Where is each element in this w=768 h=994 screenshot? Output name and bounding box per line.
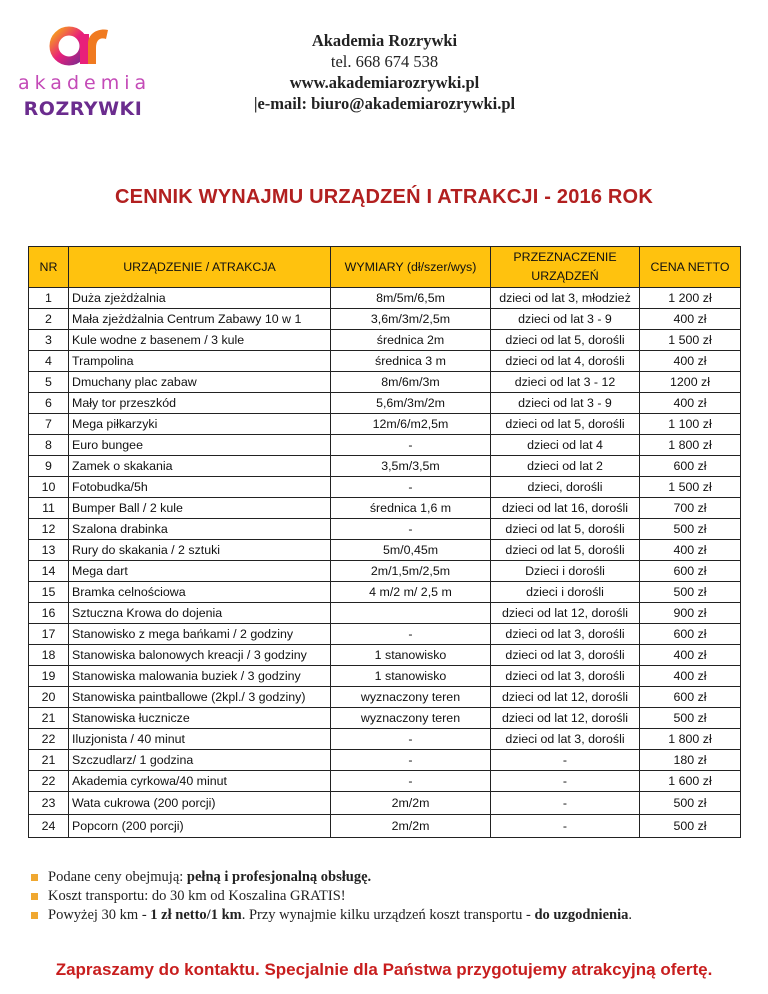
logo-text-rozrywki: ROZRYWKI bbox=[23, 98, 143, 120]
cell-nr: 4 bbox=[29, 351, 69, 372]
cell-destination: dzieci od lat 3, dorośli bbox=[491, 645, 640, 666]
cell-destination: dzieci od lat 3, dorośli bbox=[491, 666, 640, 687]
cell-dimensions: - bbox=[331, 624, 491, 645]
cell-price: 500 zł bbox=[640, 792, 741, 815]
cell-dimensions: - bbox=[331, 477, 491, 498]
cell-dimensions: - bbox=[331, 435, 491, 456]
cell-nr: 22 bbox=[29, 771, 69, 792]
cell-destination: - bbox=[491, 750, 640, 771]
table-row bbox=[29, 372, 741, 393]
note-text: . bbox=[628, 907, 632, 923]
cell-dimensions bbox=[331, 603, 491, 624]
table-row bbox=[29, 393, 741, 414]
cell-device: Popcorn (200 porcji) bbox=[69, 815, 331, 838]
cell-dimensions: - bbox=[331, 519, 491, 540]
cell-destination: dzieci od lat 12, dorośli bbox=[491, 687, 640, 708]
cell-dimensions: 8m/6m/3m bbox=[331, 372, 491, 393]
cell-device: Sztuczna Krowa do dojenia bbox=[69, 603, 331, 624]
cell-price: 1 500 zł bbox=[640, 477, 741, 498]
cell-nr: 13 bbox=[29, 540, 69, 561]
cell-price: 500 zł bbox=[640, 815, 741, 838]
company-name: Akademia Rozrywki bbox=[311, 31, 458, 50]
cell-price: 600 zł bbox=[640, 687, 741, 708]
cell-price: 1 100 zł bbox=[640, 414, 741, 435]
cell-dimensions: 5m/0,45m bbox=[331, 540, 491, 561]
cell-dimensions: 1 stanowisko bbox=[331, 666, 491, 687]
cell-nr: 19 bbox=[29, 666, 69, 687]
cell-destination: dzieci od lat 5, dorośli bbox=[491, 540, 640, 561]
cell-device: Bumper Ball / 2 kule bbox=[69, 498, 331, 519]
cell-price: 900 zł bbox=[640, 603, 741, 624]
cell-destination: Dzieci i dorośli bbox=[491, 561, 640, 582]
cell-dimensions: - bbox=[331, 729, 491, 750]
cell-nr: 9 bbox=[29, 456, 69, 477]
table-row bbox=[29, 414, 741, 435]
phone: tel. 668 674 538 bbox=[330, 52, 439, 71]
cell-price: 1 500 zł bbox=[640, 330, 741, 351]
akademia-rozrywki-logo-icon bbox=[48, 22, 118, 70]
cell-price: 600 zł bbox=[640, 561, 741, 582]
cell-dimensions: 3,5m/3,5m bbox=[331, 456, 491, 477]
note-text: . Przy wynajmie kilku urządzeń koszt transportu - bbox=[241, 907, 535, 923]
table-row bbox=[29, 645, 741, 666]
cell-price: 400 zł bbox=[640, 645, 741, 666]
cell-price: 1 800 zł bbox=[640, 729, 741, 750]
cell-nr: 18 bbox=[29, 645, 69, 666]
cell-dimensions: średnica 1,6 m bbox=[331, 498, 491, 519]
cell-price: 700 zł bbox=[640, 498, 741, 519]
cell-nr: 16 bbox=[29, 603, 69, 624]
cell-nr: 24 bbox=[29, 815, 69, 838]
cell-destination: dzieci od lat 3, dorośli bbox=[491, 624, 640, 645]
cell-destination: dzieci od lat 5, dorośli bbox=[491, 330, 640, 351]
cell-dimensions: średnica 3 m bbox=[331, 351, 491, 372]
email-link[interactable]: |e-mail: biuro@akademiarozrywki.pl bbox=[253, 94, 516, 113]
cell-dimensions: wyznaczony teren bbox=[331, 708, 491, 729]
bullet-icon bbox=[31, 874, 38, 881]
table-header-row bbox=[29, 247, 741, 288]
header-destination-line2: URZĄDZEŃ bbox=[531, 269, 599, 283]
cell-device: Akademia cyrkowa/40 minut bbox=[69, 771, 331, 792]
cell-nr: 21 bbox=[29, 708, 69, 729]
header-destination bbox=[491, 247, 640, 288]
website-link[interactable]: www.akademiarozrywki.pl bbox=[289, 73, 480, 92]
table-row bbox=[29, 624, 741, 645]
logo-text-akademia: akademia bbox=[18, 72, 152, 94]
cell-device: Dmuchany plac zabaw bbox=[69, 372, 331, 393]
cell-nr: 5 bbox=[29, 372, 69, 393]
cell-dimensions: średnica 2m bbox=[331, 330, 491, 351]
cell-destination: dzieci od lat 12, dorośli bbox=[491, 603, 640, 624]
table-row bbox=[29, 666, 741, 687]
cell-device: Stanowiska malowania buziek / 3 godziny bbox=[69, 666, 331, 687]
cell-destination: - bbox=[491, 815, 640, 838]
cell-destination: dzieci od lat 4, dorośli bbox=[491, 351, 640, 372]
cell-nr: 10 bbox=[29, 477, 69, 498]
header-price: CENA NETTO bbox=[640, 247, 741, 288]
cell-destination: dzieci od lat 2 bbox=[491, 456, 640, 477]
cell-nr: 14 bbox=[29, 561, 69, 582]
table-row bbox=[29, 750, 741, 771]
table-body bbox=[29, 288, 741, 838]
table-row bbox=[29, 708, 741, 729]
cell-nr: 17 bbox=[29, 624, 69, 645]
cell-price: 600 zł bbox=[640, 624, 741, 645]
cell-destination: dzieci od lat 3 - 9 bbox=[491, 393, 640, 414]
header-destination-line1: PRZEZNACZENIE bbox=[513, 250, 617, 264]
cell-dimensions: wyznaczony teren bbox=[331, 687, 491, 708]
cell-nr: 7 bbox=[29, 414, 69, 435]
cell-dimensions: 2m/2m bbox=[331, 815, 491, 838]
cell-dimensions: 3,6m/3m/2,5m bbox=[331, 309, 491, 330]
notes-list bbox=[28, 868, 632, 925]
cell-device: Fotobudka/5h bbox=[69, 477, 331, 498]
cell-dimensions: - bbox=[331, 750, 491, 771]
cell-nr: 8 bbox=[29, 435, 69, 456]
cell-device: Szczudlarz/ 1 godzina bbox=[69, 750, 331, 771]
cell-price: 500 zł bbox=[640, 519, 741, 540]
cell-device: Mała zjeżdżalnia Centrum Zabawy 10 w 1 bbox=[69, 309, 331, 330]
table-row bbox=[29, 687, 741, 708]
note-item bbox=[28, 868, 632, 887]
cell-device: Trampolina bbox=[69, 351, 331, 372]
cell-nr: 12 bbox=[29, 519, 69, 540]
cell-device: Kule wodne z basenem / 3 kule bbox=[69, 330, 331, 351]
cell-device: Mały tor przeszkód bbox=[69, 393, 331, 414]
cell-price: 400 zł bbox=[640, 309, 741, 330]
cell-device: Stanowisko z mega bańkami / 2 godziny bbox=[69, 624, 331, 645]
table-row bbox=[29, 456, 741, 477]
cell-nr: 22 bbox=[29, 729, 69, 750]
table-row bbox=[29, 477, 741, 498]
cell-price: 500 zł bbox=[640, 582, 741, 603]
cell-destination: - bbox=[491, 792, 640, 815]
table-row bbox=[29, 729, 741, 750]
page-title: CENNIK WYNAJMU URZĄDZEŃ I ATRAKCJI - 2016 ROK bbox=[115, 186, 653, 208]
cell-price: 1200 zł bbox=[640, 372, 741, 393]
note-text: Podane ceny obejmują: bbox=[48, 869, 187, 885]
cell-device: Szalona drabinka bbox=[69, 519, 331, 540]
cell-device: Wata cukrowa (200 porcji) bbox=[69, 792, 331, 815]
cell-price: 400 zł bbox=[640, 666, 741, 687]
cell-destination: dzieci od lat 3 - 12 bbox=[491, 372, 640, 393]
cell-price: 1 600 zł bbox=[640, 771, 741, 792]
cell-nr: 2 bbox=[29, 309, 69, 330]
note-text-bold: 1 zł netto/1 km bbox=[150, 907, 242, 923]
cell-dimensions: - bbox=[331, 771, 491, 792]
cell-device: Rury do skakania / 2 sztuki bbox=[69, 540, 331, 561]
table-row bbox=[29, 540, 741, 561]
cell-price: 180 zł bbox=[640, 750, 741, 771]
table-row bbox=[29, 519, 741, 540]
cell-price: 1 800 zł bbox=[640, 435, 741, 456]
bullet-icon bbox=[31, 912, 38, 919]
cell-device: Duża zjeżdżalnia bbox=[69, 288, 331, 309]
table-row bbox=[29, 330, 741, 351]
cell-nr: 6 bbox=[29, 393, 69, 414]
note-text-bold: do uzgodnienia bbox=[534, 907, 629, 923]
note-item bbox=[28, 887, 632, 906]
cell-destination: dzieci od lat 16, dorośli bbox=[491, 498, 640, 519]
cell-price: 400 zł bbox=[640, 393, 741, 414]
header-dimensions: WYMIARY (dł/szer/wys) bbox=[331, 247, 491, 288]
table-row bbox=[29, 561, 741, 582]
cell-device: Bramka celnościowa bbox=[69, 582, 331, 603]
cell-destination: dzieci od lat 3, młodzież bbox=[491, 288, 640, 309]
table-row bbox=[29, 435, 741, 456]
cell-destination: dzieci od lat 3, dorośli bbox=[491, 729, 640, 750]
cell-device: Zamek o skakania bbox=[69, 456, 331, 477]
cell-dimensions: 5,6m/3m/2m bbox=[331, 393, 491, 414]
cell-device: Stanowiska łucznicze bbox=[69, 708, 331, 729]
cell-destination: dzieci od lat 3 - 9 bbox=[491, 309, 640, 330]
cell-nr: 23 bbox=[29, 792, 69, 815]
table-row bbox=[29, 771, 741, 792]
table-row bbox=[29, 792, 741, 815]
contact-block bbox=[222, 30, 547, 114]
cell-destination: dzieci, dorośli bbox=[491, 477, 640, 498]
cell-price: 600 zł bbox=[640, 456, 741, 477]
bullet-icon bbox=[31, 893, 38, 900]
cell-nr: 11 bbox=[29, 498, 69, 519]
header-nr: NR bbox=[29, 247, 69, 288]
table-row bbox=[29, 288, 741, 309]
cell-dimensions: 8m/5m/6,5m bbox=[331, 288, 491, 309]
header-device: URZĄDZENIE / ATRAKCJA bbox=[69, 247, 331, 288]
cell-destination: - bbox=[491, 771, 640, 792]
cell-dimensions: 2m/2m bbox=[331, 792, 491, 815]
table-row bbox=[29, 498, 741, 519]
note-text: Powyżej 30 km - bbox=[48, 907, 151, 923]
note-text: Koszt transportu: do 30 km od Koszalina GRATIS! bbox=[48, 888, 346, 904]
cell-nr: 15 bbox=[29, 582, 69, 603]
cell-destination: dzieci od lat 12, dorośli bbox=[491, 708, 640, 729]
cell-price: 400 zł bbox=[640, 540, 741, 561]
cell-destination: dzieci od lat 4 bbox=[491, 435, 640, 456]
note-text-bold: pełną i profesjonalną obsługę. bbox=[186, 869, 372, 885]
table-row bbox=[29, 603, 741, 624]
table-row bbox=[29, 351, 741, 372]
cell-device: Euro bungee bbox=[69, 435, 331, 456]
cell-nr: 1 bbox=[29, 288, 69, 309]
cell-price: 500 zł bbox=[640, 708, 741, 729]
cell-destination: dzieci od lat 5, dorośli bbox=[491, 519, 640, 540]
cell-dimensions: 2m/1,5m/2,5m bbox=[331, 561, 491, 582]
cell-nr: 21 bbox=[29, 750, 69, 771]
cell-device: Mega piłkarzyki bbox=[69, 414, 331, 435]
cell-device: Stanowiska balonowych kreacji / 3 godziny bbox=[69, 645, 331, 666]
cell-nr: 3 bbox=[29, 330, 69, 351]
table-row bbox=[29, 309, 741, 330]
cell-dimensions: 12m/6/m2,5m bbox=[331, 414, 491, 435]
note-item bbox=[28, 906, 632, 925]
price-table bbox=[28, 246, 741, 838]
cell-device: Stanowiska paintballowe (2kpl./ 3 godziny) bbox=[69, 687, 331, 708]
cell-destination: dzieci i dorośli bbox=[491, 582, 640, 603]
cell-dimensions: 1 stanowisko bbox=[331, 645, 491, 666]
cell-price: 400 zł bbox=[640, 351, 741, 372]
cell-nr: 20 bbox=[29, 687, 69, 708]
table-row bbox=[29, 582, 741, 603]
cell-price: 1 200 zł bbox=[640, 288, 741, 309]
logo bbox=[18, 22, 152, 122]
cell-device: Mega dart bbox=[69, 561, 331, 582]
table-row bbox=[29, 815, 741, 838]
cell-dimensions: 4 m/2 m/ 2,5 m bbox=[331, 582, 491, 603]
closing-message: Zapraszamy do kontaktu. Specjalnie dla Państwa przygotujemy atrakcyjną ofertę. bbox=[55, 960, 713, 979]
cell-destination: dzieci od lat 5, dorośli bbox=[491, 414, 640, 435]
cell-device: Iluzjonista / 40 minut bbox=[69, 729, 331, 750]
